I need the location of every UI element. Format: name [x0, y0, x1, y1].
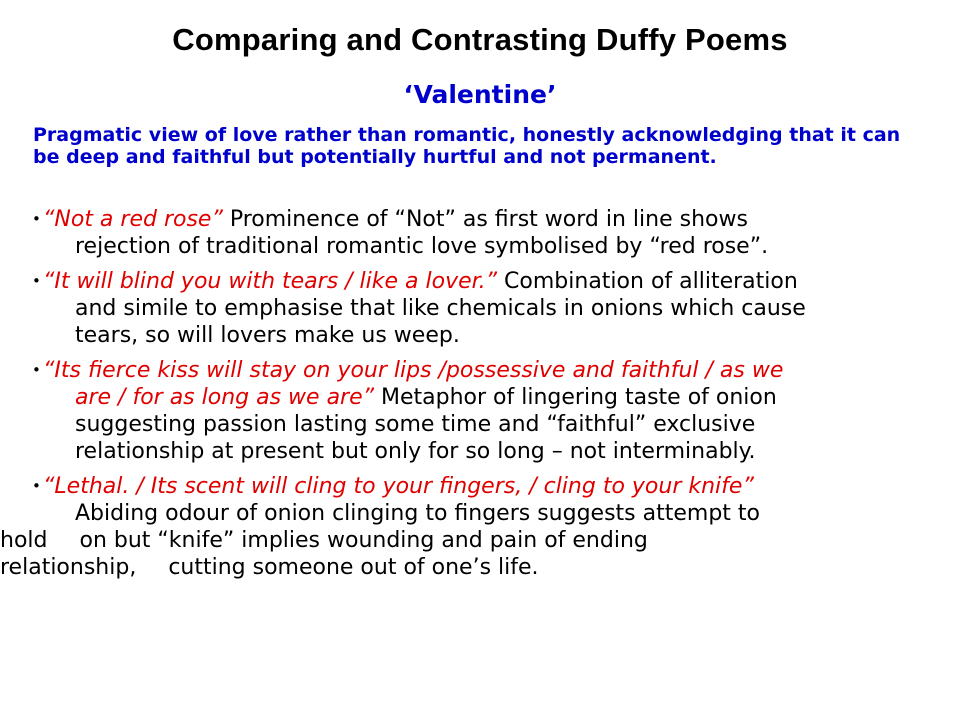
bullet-item-1: [33, 206, 938, 260]
analysis-text: Metaphor of lingering taste of onion: [374, 385, 777, 410]
bullet-item-2: [33, 268, 938, 349]
bullet-dot-icon: •: [32, 272, 41, 290]
bullet-list: [0, 206, 938, 589]
quote-text: “Not a red rose”: [43, 207, 223, 232]
analysis-text: relationship at present but only for so long – not interminably.: [75, 439, 756, 464]
analysis-text: hold: [0, 528, 48, 553]
quote-text: “Its fierce kiss will stay on your lips /possessive and faithful / as we: [43, 358, 784, 383]
poem-title: ‘Valentine’: [403, 80, 557, 109]
analysis-text: Abiding odour of onion clinging to fingers suggests attempt to: [75, 501, 760, 526]
analysis-text: cutting someone out of one’s life.: [168, 555, 539, 580]
bullet-dot-icon: •: [32, 361, 41, 379]
intro-text: Pragmatic view of love rather than romantic, honestly acknowledging that it can be deep and faithful but potentially hurtful and not permanent.: [33, 124, 901, 168]
bullet-item-4: [0, 473, 938, 581]
analysis-text: rejection of traditional romantic love symbolised by “red rose”.: [75, 234, 769, 259]
slide-title: Comparing and Contrasting Duffy Poems: [172, 22, 788, 57]
analysis-text: on but “knife” implies wounding and pain of ending: [79, 528, 648, 553]
analysis-text: Combination of alliteration: [497, 269, 798, 294]
quote-text: “Lethal. / Its scent will cling to your fingers, / cling to your knife”: [43, 474, 754, 499]
analysis-text: suggesting passion lasting some time and “faithful” exclusive: [75, 412, 756, 437]
bullet-dot-icon: •: [32, 477, 41, 495]
bullet-dot-icon: •: [32, 210, 41, 228]
analysis-text: and simile to emphasise that like chemicals in onions which cause: [75, 296, 806, 321]
quote-text: are / for as long as we are”: [75, 385, 375, 410]
analysis-text: tears, so will lovers make us weep.: [75, 323, 460, 348]
analysis-text: relationship,: [0, 555, 137, 580]
quote-text: “It will blind you with tears / like a lover.”: [43, 269, 498, 294]
analysis-text: Prominence of “Not” as first word in line shows: [222, 207, 748, 232]
bullet-item-3: [33, 357, 938, 465]
